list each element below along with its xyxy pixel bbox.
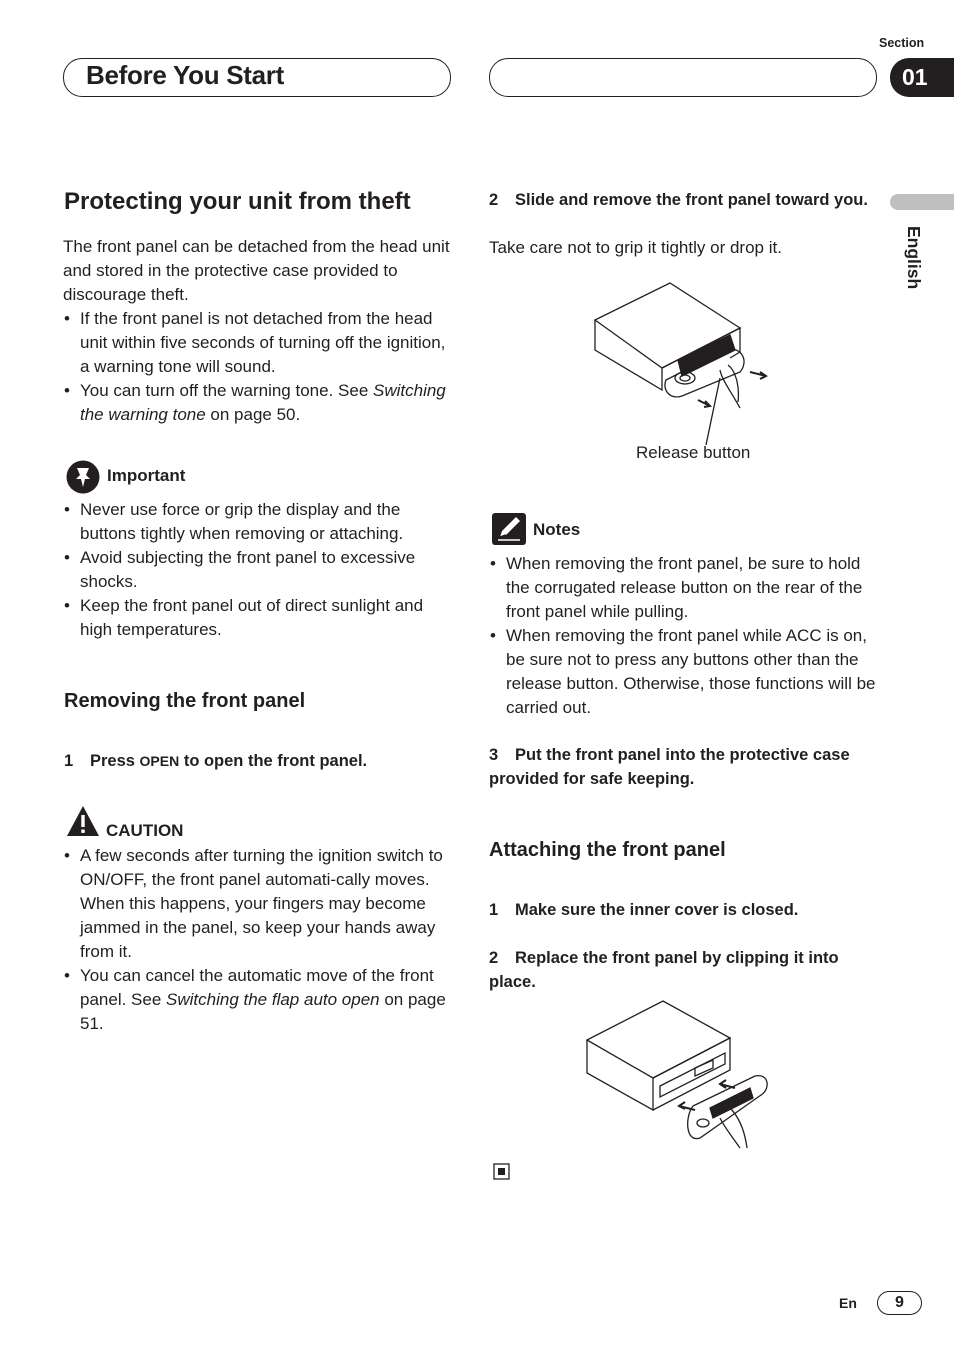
- removing-heading: Removing the front panel: [64, 690, 306, 712]
- attaching-heading: Attaching the front panel: [489, 839, 726, 861]
- footer-language: En: [839, 1295, 857, 1311]
- notes-icon: [492, 513, 526, 545]
- language-label: English: [904, 226, 924, 290]
- caution-icon: [66, 805, 100, 837]
- caution-label: CAUTION: [106, 821, 184, 840]
- release-button-label: Release button: [636, 443, 751, 462]
- removing-step-2: 2 Slide and remove the front panel toward you.: [489, 191, 868, 209]
- language-tab: [890, 194, 954, 210]
- header-blank-frame: [489, 58, 877, 97]
- list-item: • You can cancel the automatic move of the front panel. See Switching the flap auto open on page 51.: [64, 964, 454, 1036]
- section-number-badge: 01: [890, 58, 954, 97]
- list-item: • Never use force or grip the display and the buttons tightly when removing or attaching.: [64, 498, 456, 546]
- attach-panel-illustration: [585, 998, 775, 1153]
- notes-label: Notes: [533, 520, 581, 539]
- important-bullets: [64, 498, 456, 642]
- removing-step-3: 3 Put the front panel into the protective case provided for safe keeping.: [489, 746, 850, 788]
- theft-intro: The front panel can be detached from the head unit and stored in the protective case provided to discourage theft.: [63, 237, 450, 304]
- theft-bullets: [64, 307, 454, 427]
- list-item: • Avoid subjecting the front panel to excessive shocks.: [64, 546, 456, 594]
- theft-heading: Protecting your unit from theft: [64, 188, 411, 215]
- list-item: • A few seconds after turning the ignition switch to ON/OFF, the front panel automati-cally moves. When this happens, your fingers may become jammed in the panel, so keep your hands away from it.: [64, 844, 454, 964]
- notes-bullets: [490, 552, 882, 720]
- list-item: • Keep the front panel out of direct sunlight and high temperatures.: [64, 594, 456, 642]
- page-title: Before You Start: [86, 60, 284, 90]
- section-label: Section: [879, 36, 925, 50]
- attaching-step-2: 2 Replace the front panel by clipping it into place.: [489, 949, 839, 991]
- page-number: 9: [877, 1291, 922, 1315]
- remove-panel-illustration: [590, 280, 780, 450]
- step-2-note: Take care not to grip it tightly or drop it.: [489, 238, 782, 257]
- important-icon: [66, 460, 100, 494]
- important-label: Important: [107, 466, 186, 485]
- list-item: • You can turn off the warning tone. See Switching the warning tone on page 50.: [64, 379, 454, 427]
- list-item: • If the front panel is not detached from the head unit within five seconds of turning off the ignition, a warning tone will sound.: [64, 307, 454, 379]
- list-item: • When removing the front panel while ACC is on, be sure not to press any buttons other than the release button. Otherwise, those functions will be carried out.: [490, 624, 882, 720]
- caution-bullets: [64, 844, 454, 1036]
- attaching-step-1: 1 Make sure the inner cover is closed.: [489, 901, 799, 919]
- removing-step-1: 1 Press OPEN to open the front panel.: [64, 752, 368, 770]
- end-mark-icon: [493, 1163, 510, 1180]
- list-item: • When removing the front panel, be sure to hold the corrugated release button on the rear of the front panel while pulling.: [490, 552, 882, 624]
